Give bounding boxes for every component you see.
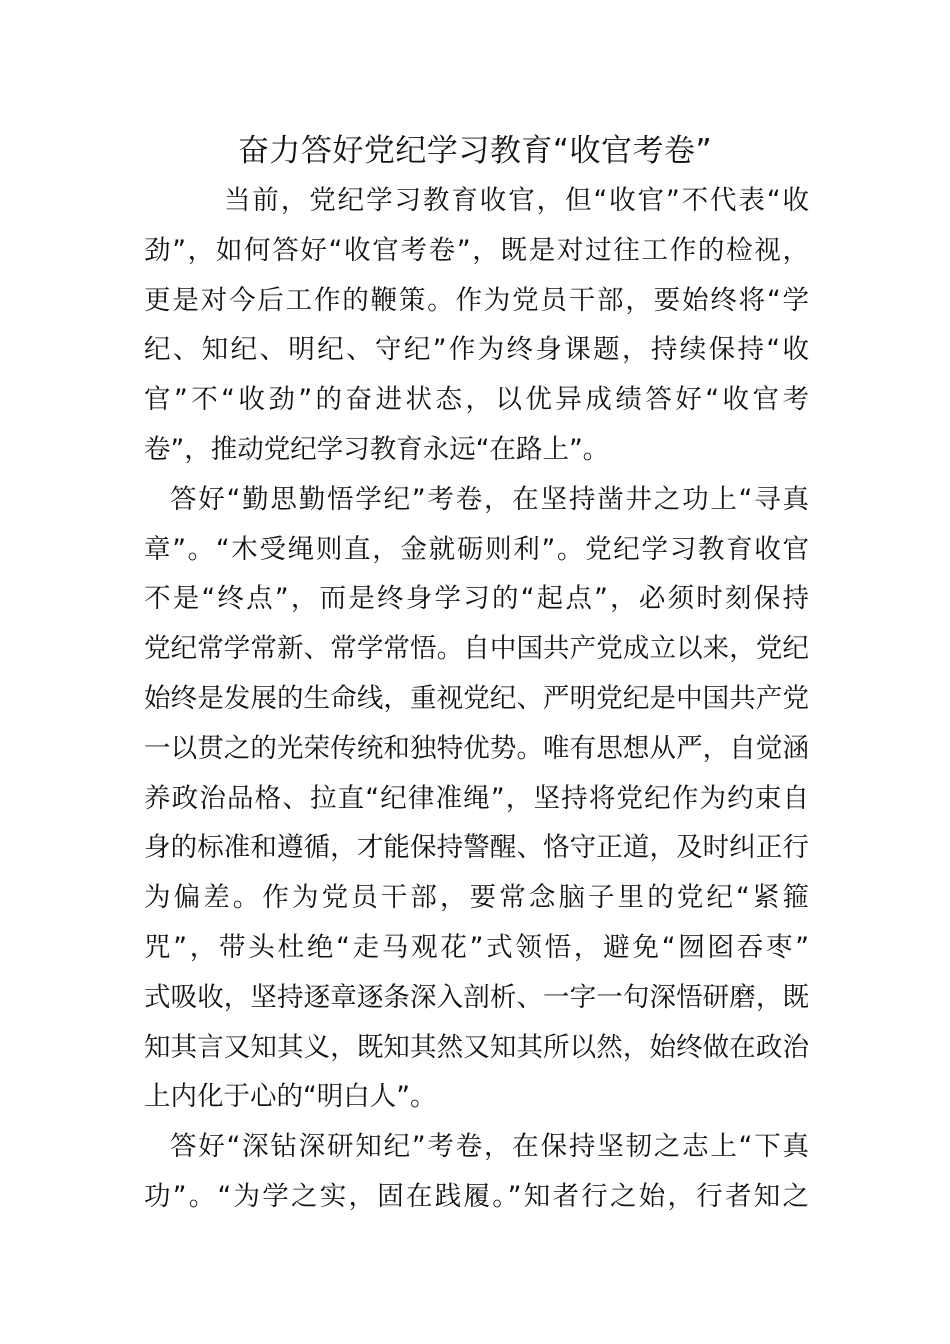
paragraph-2-line-9: 为偏差。作为党员干部，要常念脑子里的党纪“紧箍 (144, 882, 809, 914)
paragraph-2-line-13: 上内化于心的“明白人”。 (144, 1081, 437, 1113)
paragraph-1-line-6: 卷”，推动党纪学习教育永远“在路上”。 (144, 433, 610, 465)
paragraph-3-line-2: 功”。“为学之实，固在践履。”知者行之始，行者知之 (144, 1180, 809, 1212)
document-body (144, 176, 809, 1222)
paragraph-1-line-1: 当前，党纪学习教育收官，但“收官”不代表“收 (224, 185, 809, 216)
paragraph-1-line-5: 官”不“收劲”的奋进状态，以优异成绩答好“收官考 (144, 384, 809, 416)
paragraph-2-line-7: 养政治品格、拉直“纪律准绳”，坚持将党纪作为约束自 (144, 782, 809, 814)
paragraph-2-line-11: 式吸收，坚持逐章逐条深入剖析、一字一句深悟研磨，既 (144, 981, 809, 1013)
paragraph-1-line-2: 劲”，如何答好“收官考卷”，既是对过往工作的检视， (144, 234, 809, 266)
paragraph-2-line-8: 身的标准和遵循，才能保持警醒、恪守正道，及时纠正行 (144, 832, 809, 864)
paragraph-2-line-2: 章”。“木受绳则直，金就砺则利”。党纪学习教育收官 (144, 533, 809, 565)
paragraph-1-line-3: 更是对今后工作的鞭策。作为党员干部，要始终将“学 (144, 284, 809, 316)
paragraph-2-line-4: 党纪常学常新、常学常悟。自中国共产党成立以来，党纪 (144, 633, 809, 665)
paragraph-2-line-3: 不是“终点”，而是终身学习的“起点”，必须时刻保持 (144, 583, 809, 615)
paragraph-2-line-6: 一以贯之的光荣传统和独特优势。唯有思想从严，自觉涵 (144, 732, 809, 764)
paragraph-2-line-1: 答好“勤思勤悟学纪”考卷，在坚持凿井之功上“寻真 (170, 483, 809, 515)
paragraph-3-line-1: 答好“深钻深研知纪”考卷，在保持坚韧之志上“下真 (170, 1131, 809, 1163)
paragraph-2-line-10: 咒”，带头杜绝“走马观花”式领悟，避免“囫囵吞枣” (144, 931, 809, 963)
document-title: 奋力答好党纪学习教育“收官考卷” (237, 133, 713, 169)
paragraph-2-line-12: 知其言又知其义，既知其然又知其所以然，始终做在政治 (144, 1031, 809, 1063)
paragraph-2-line-5: 始终是发展的生命线，重视党纪、严明党纪是中国共产党 (144, 682, 809, 714)
paragraph-1-line-4: 纪、知纪、明纪、守纪”作为终身课题，持续保持“收 (144, 334, 809, 366)
